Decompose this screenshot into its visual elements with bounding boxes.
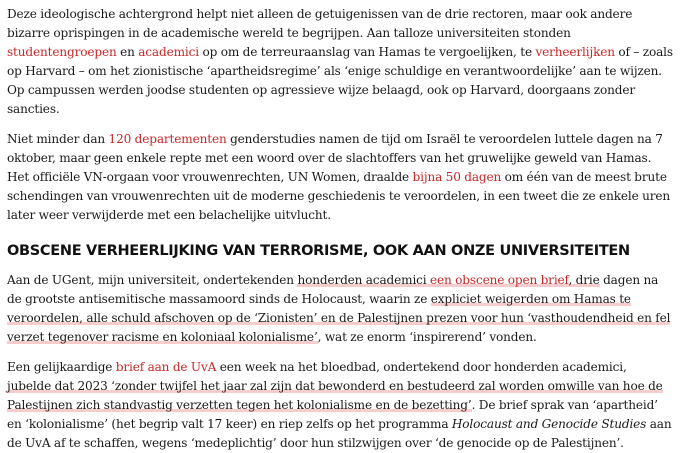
highlighted-text: honderden academici [297,273,431,287]
link-120-departementen[interactable]: 120 departementen [108,132,227,146]
paragraph-3 [7,271,673,347]
paragraph-text: . De brief sprak van ‘apartheid’ en ‘kolonialisme’ (het begrip valt 17 keer) en riep zelfs op het programma [7,398,658,431]
paragraph-2 [7,130,673,225]
highlighted-text: jubelde dat 2023 ‘zonder twijfel het jaar zal zijn dat bewonderd en bestudeerd zal worden omwille van hoe de Palestijnen zich standvastig verzetten tegen het kolonialisme en de bezetting’ [7,379,663,412]
paragraph-text: dagen na de grootste antisemitische massamoord sinds de Holocaust, waarin ze [7,273,659,306]
paragraph-text: genderstudies namen de tijd om Israël te veroordelen luttele dagen na 7 oktober, maar geen enkele repte met een woord over de slachtoffers van het gruwelijke geweld van Hamas. Het officiële VN-orgaan voor vrouwenrechten, UN Women, draalde [7,132,663,184]
link-brief-aan-de-uva[interactable]: brief aan de UvA [115,360,217,374]
paragraph-text: of – zoals op Harvard – om het zionistische ‘apartheidsregime’ als ‘enige schuldige en verantwoordelijke’ aan te wijzen. Op campussen werden joodse studenten op agressieve wijze belaagd, ook op Harvard, doorgaans zonder sancties. [7,45,673,116]
paragraph-text: op om de terreuraanslag van Hamas te vergoelijken, te [198,45,536,59]
paragraph-text: , wat ze enorm ‘inspirerend’ vonden. [317,330,537,344]
paragraph-text: aan de UvA af te schaffen, wegens ‘medeplichtig’ door hun stilzwijgen over ‘de genocide op de Palestijnen’. [7,417,672,450]
paragraph-text: een week na het bloedbad, ondertekend door honderden academici, [216,360,627,374]
paragraph-text: Aan de UGent, mijn universiteit, ondertekenden [7,273,298,287]
link-studentengroepen[interactable]: studentengroepen [7,45,117,59]
link-academici[interactable]: academici [138,45,199,59]
link-obscene-open-brief[interactable]: een obscene open brief [430,273,569,287]
link-bijna-50-dagen[interactable]: bijna 50 dagen [412,170,502,184]
paragraph-text: en [116,45,139,59]
paragraph-text: om één van de meest brute schendingen van vrouwenrechten uit de moderne geschiedenis te veroordelen, in een tweet die ze enkele uren later weer verwijderde met een belachelijke uitvlucht. [7,170,671,222]
paragraph-4 [7,358,673,453]
paragraph-text: Niet minder dan [7,132,109,146]
highlighted-text: expliciet weigerden om Hamas te veroordelen, alle schuld afschoven op de ‘Zionisten’ en de Palestijnen prezen voor hun ‘vasthoudendheid en fel verzet tegenover racisme en koloniaal kolonialisme’ [7,292,671,344]
link-verheerlijken[interactable]: verheerlijken [535,45,615,59]
paragraph-1 [7,5,673,119]
highlighted-text: , drie [568,273,600,287]
paragraph-text: Deze ideologische achtergrond helpt niet alleen de getuigenissen van de drie rectoren, maar ook andere bizarre oprispingen in de academische wereld te begrijpen. Aan talloze universiteiten stonden [7,7,633,40]
section-heading: OBSCENE VERHEERLIJKING VAN TERRORISME, OOK AAN ONZE UNIVERSITEITEN [7,243,630,259]
program-title: Holocaust and Genocide Studies [451,417,647,431]
paragraph-text: Een gelijkaardige [7,360,116,374]
